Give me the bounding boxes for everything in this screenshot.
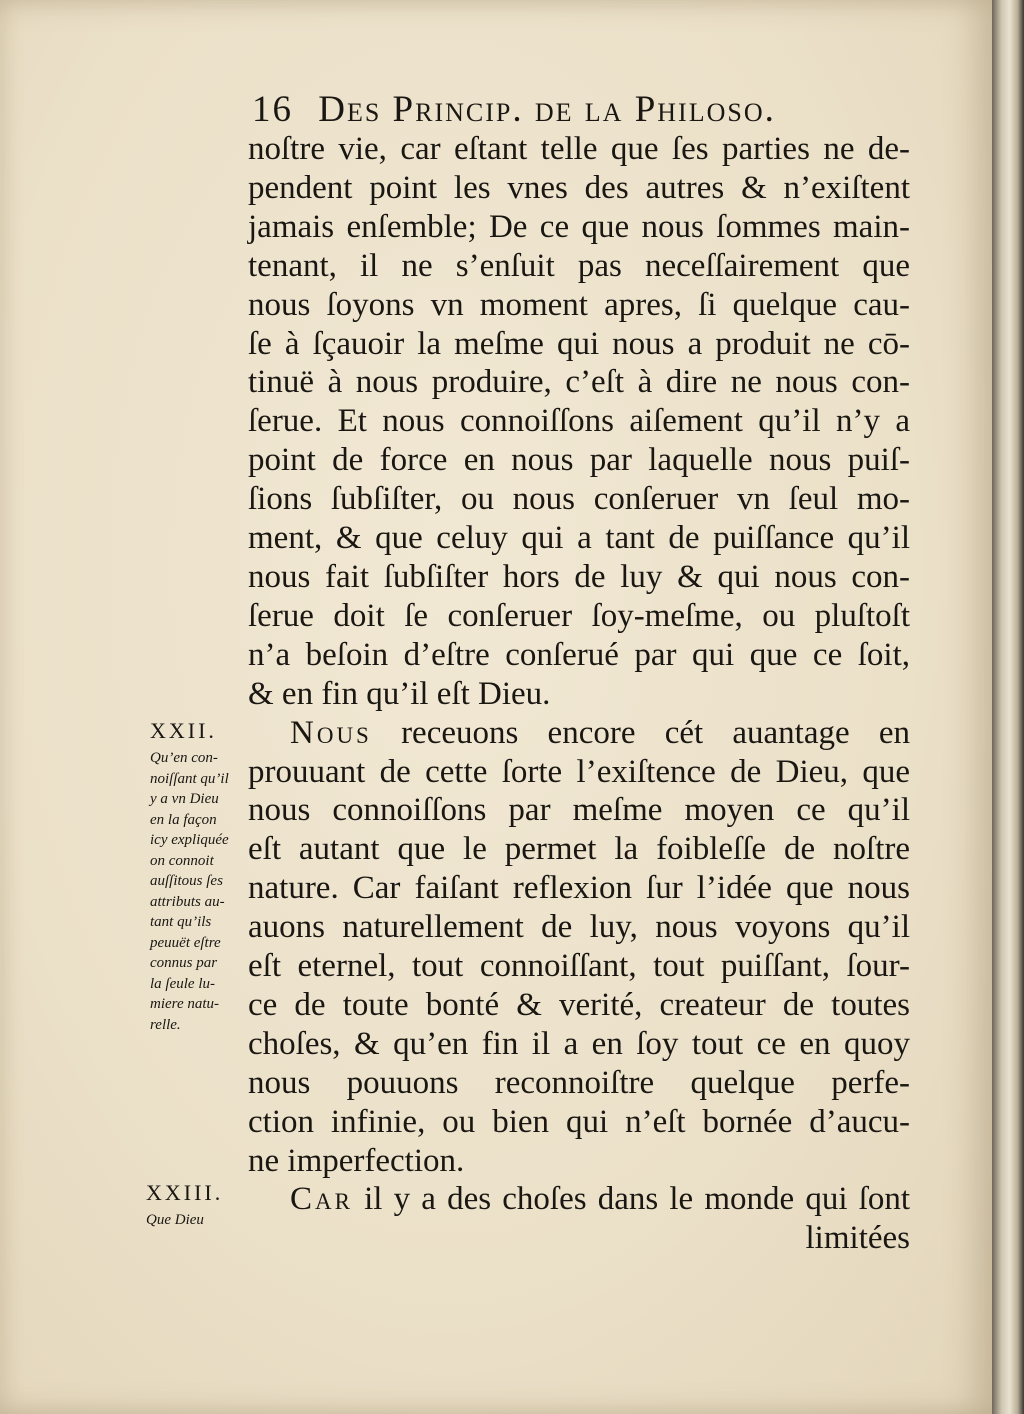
text-line: nous fait ſubſiſter hors de luy & qui nous con- (248, 558, 910, 595)
margin-note-number: XXII. (150, 718, 217, 743)
text-line: & en fin qu’il eſt Dieu. (248, 675, 551, 712)
margin-note-line: auſſitous ſes (150, 873, 223, 889)
text-line: noſtre vie, car eſtant telle que ſes parties ne de- (248, 131, 910, 167)
main-text (248, 130, 910, 1258)
paragraph-lead-word: Car (290, 1181, 353, 1218)
margin-note-xxii (150, 718, 229, 1035)
text-line: eſt eternel, tout connoiſſant, tout puiſſant, ſour- (248, 948, 910, 985)
text-line: nature. Car faiſant reflexion ſur l’idée que nous (248, 870, 910, 907)
margin-note-line: Que Dieu (146, 1212, 204, 1228)
paragraph-xxii-first-line (248, 714, 910, 753)
text-line: nous pouuons reconnoiſtre quelque perfe- (248, 1064, 910, 1101)
margin-note-line: peuuët eſtre (150, 934, 221, 951)
text-line: ce de toute bonté & verité, createur de toutes (248, 986, 910, 1023)
text-line: nous ſoyons vn moment apres, ſi quelque cau- (248, 286, 910, 323)
page-number: 16 (252, 89, 293, 130)
text-line: pendent point les vnes des autres & n’exiſtent (248, 169, 910, 206)
text-line: tinuë à nous produire, c’eſt à dire ne nous con- (248, 364, 910, 401)
text-line: auons naturellement de luy, nous voyons qu’il (248, 909, 910, 946)
text-line: ction infinie, ou bien qui n’eſt bornée d’aucu- (248, 1103, 910, 1140)
text-line: prouuant de cette ſorte l’exiſtence de Dieu, que (248, 753, 910, 790)
paragraph-xxiii-first-line (248, 1180, 910, 1219)
margin-note-line: en la façon (150, 811, 217, 828)
running-header (252, 88, 776, 131)
text-line: eſt autant que le permet la foibleſſe de noſtre (248, 831, 910, 868)
margin-note-line: connus par (150, 955, 218, 971)
margin-note-line: on connoit (150, 852, 214, 869)
margin-note-line: y a vn Dieu (150, 791, 219, 807)
text-line: point de force en nous par laquelle nous puiſ- (248, 442, 910, 479)
catchword: limitées (805, 1220, 910, 1257)
margin-note-line: attributs au- (150, 893, 225, 910)
text-line: ne imperfection. (248, 1142, 465, 1179)
text-line: nous connoiſſons par meſme moyen ce qu’il (248, 792, 910, 829)
text-fragment: receuons encore cét auantage en (401, 714, 910, 751)
margin-note-line: miere natu- (150, 996, 220, 1012)
margin-note-number: XXIII. (146, 1180, 224, 1205)
text-line: ſions ſubſiſter, ou nous conſeruer vn ſeul mo- (248, 481, 910, 518)
text-fragment: il y a des choſes dans le monde qui ſont (364, 1181, 911, 1218)
margin-note-xxiii (146, 1180, 223, 1231)
text-line: ſerue. Et nous connoiſſons aiſement qu’il n’y a (248, 403, 910, 440)
text-line: choſes, & qu’en fin il a en ſoy tout ce en quoy (248, 1025, 910, 1062)
margin-note-line: icy expliquée (150, 832, 229, 848)
running-title: Des Princip. de la Philoso. (318, 89, 776, 130)
margin-note-line: relle. (150, 1016, 181, 1033)
margin-note-line: la ſeule lu- (150, 975, 215, 992)
text-line: n’a beſoin d’eſtre conſerué par qui que ce ſoit, (248, 636, 910, 673)
text-line: ment, & que celuy qui a tant de puiſſance qu’il (248, 520, 910, 557)
page-edge (992, 0, 1024, 1414)
text-line: jamais enſemble; De ce que nous ſommes main- (248, 208, 910, 245)
margin-note-line: Qu’en con- (150, 750, 218, 766)
text-line: tenant, il ne s’enſuit pas neceſſairement que (248, 247, 910, 284)
margin-note-line: tant qu’ils (150, 914, 212, 930)
margin-note-line: noiſſant qu’il (150, 770, 229, 787)
text-line: ſerue doit ſe conſeruer ſoy-meſme, ou pluſtoſt (248, 597, 910, 634)
paragraph-lead-word: Nous (290, 714, 372, 751)
text-line: ſe à ſçauoir la meſme qui nous a produit ne cō- (248, 325, 910, 362)
